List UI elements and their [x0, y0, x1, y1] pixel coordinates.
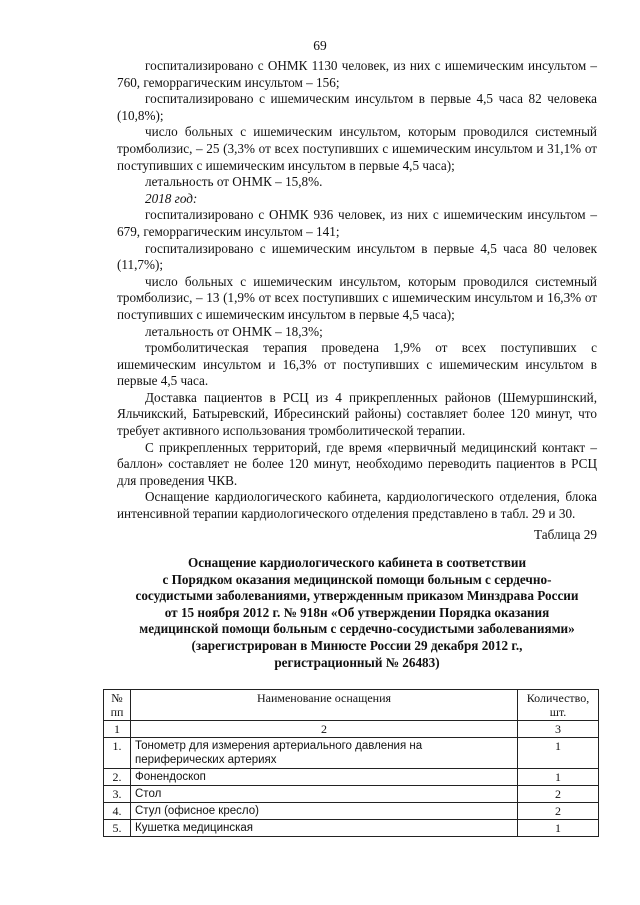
row-number: 1.	[104, 738, 131, 769]
col-number: 3	[518, 721, 599, 738]
paragraph: число больных с ишемическим инсультом, которым проводился системный тромболизис, – 25 (3,3% от всех поступивших с ишемическим инсультом и 31,1% от поступивших с ишемическим инсультом в первые 4,5 часа);	[117, 124, 597, 173]
paragraph: Доставка пациентов в РСЦ из 4 прикрепленных районов (Шемуршинский, Яльчикский, Батыревский, Ибресинский районы) составляет более 120 минут, что требует активного использования тромболитической терапии.	[117, 389, 597, 439]
table-title-line: от 15 ноября 2012 г. № 918н «Об утверждении Порядка оказания	[164, 604, 550, 620]
row-number: 5.	[104, 820, 131, 837]
year-heading: 2018 год:	[145, 190, 198, 206]
table-title-line: сосудистыми заболеваниями, утвержденным приказом Минздрава России	[135, 588, 579, 604]
header-name: Наименование оснащения	[131, 690, 518, 721]
table-row	[104, 803, 599, 820]
table-title-line: (зарегистрирован в Минюсте России 29 декабря 2012 г.,	[191, 637, 523, 653]
table-row	[104, 769, 599, 786]
header-num	[104, 690, 131, 721]
paragraph: госпитализировано с ишемическим инсультом в первые 4,5 часа 80 человек (11,7%);	[117, 240, 597, 273]
row-number: 3.	[104, 786, 131, 803]
table-label: Таблица 29	[534, 527, 597, 542]
equipment-name: Тонометр для измерения артериального давления на периферических артериях	[131, 738, 518, 769]
paragraph: госпитализировано с ОНМК 1130 человек, из них с ишемическим инсультом – 760, геморрагическим инсультом – 156;	[117, 58, 597, 90]
header-qty-label: Количество,	[526, 691, 590, 705]
table-row	[104, 738, 599, 769]
body-text	[117, 58, 597, 523]
paragraph: летальность от ОНМК – 15,8%.	[145, 174, 323, 190]
equipment-name: Фонендоскоп	[131, 769, 518, 786]
equipment-qty: 1	[518, 820, 599, 837]
paragraph: С прикрепленных территорий, где время «первичный медицинский контакт – баллон» составляет не более 120 минут, необходимо переводить пациентов в РСЦ для проведения ЧКВ.	[117, 439, 597, 488]
col-number: 2	[131, 721, 518, 738]
equipment-name: Кушетка медицинская	[131, 820, 518, 837]
page-number: 69	[313, 38, 327, 53]
header-qty-unit: шт.	[549, 705, 567, 719]
table-title-line: с Порядком оказания медицинской помощи больным с сердечно-	[162, 571, 552, 587]
col-number: 1	[104, 721, 131, 738]
equipment-name: Стул (офисное кресло)	[131, 803, 518, 820]
header-num-abbr: пп	[110, 705, 124, 719]
equipment-qty: 2	[518, 803, 599, 820]
row-number: 4.	[104, 803, 131, 820]
equipment-qty: 2	[518, 786, 599, 803]
table-title-line: регистрационный № 26483)	[274, 654, 440, 670]
table-row	[104, 786, 599, 803]
paragraph: тромболитическая терапия проведена 1,9% от всех поступивших с ишемическим инсультом и 16,3% от поступивших с ишемическим инсультом в первые 4,5 часа.	[117, 340, 597, 389]
paragraph: госпитализировано с ОНМК 936 человек, из них с ишемическим инсультом – 679, геморрагическим инсультом – 141;	[117, 207, 597, 239]
table-row	[104, 820, 599, 837]
table-title-line: медицинской помощи больным с сердечно-сосудистыми заболеваниями»	[139, 621, 575, 637]
table-title-line: Оснащение кардиологического кабинета в соответствии	[187, 555, 527, 570]
column-number-row	[104, 721, 599, 738]
paragraph: число больных с ишемическим инсультом, которым проводился системный тромболизис, – 13 (1,9% от всех поступивших с ишемическим инсультом и 16,3% от поступивших с ишемическим инсультом в первые 4,5 часа);	[117, 273, 597, 322]
table-title	[117, 555, 597, 671]
paragraph: Оснащение кардиологического кабинета, кардиологического отделения, блока интенсивной терапии кардиологического отделения представлено в табл. 29 и 30.	[117, 489, 597, 522]
equipment-table	[103, 689, 599, 837]
table-header-row	[104, 690, 599, 721]
header-qty	[518, 690, 599, 721]
equipment-qty: 1	[518, 769, 599, 786]
paragraph: госпитализировано с ишемическим инсультом в первые 4,5 часа 82 человека (10,8%);	[117, 91, 597, 123]
paragraph: летальность от ОНМК – 18,3%;	[145, 323, 323, 339]
equipment-qty: 1	[518, 738, 599, 769]
header-num-symbol: №	[111, 691, 123, 705]
equipment-name: Стол	[131, 786, 518, 803]
row-number: 2.	[104, 769, 131, 786]
